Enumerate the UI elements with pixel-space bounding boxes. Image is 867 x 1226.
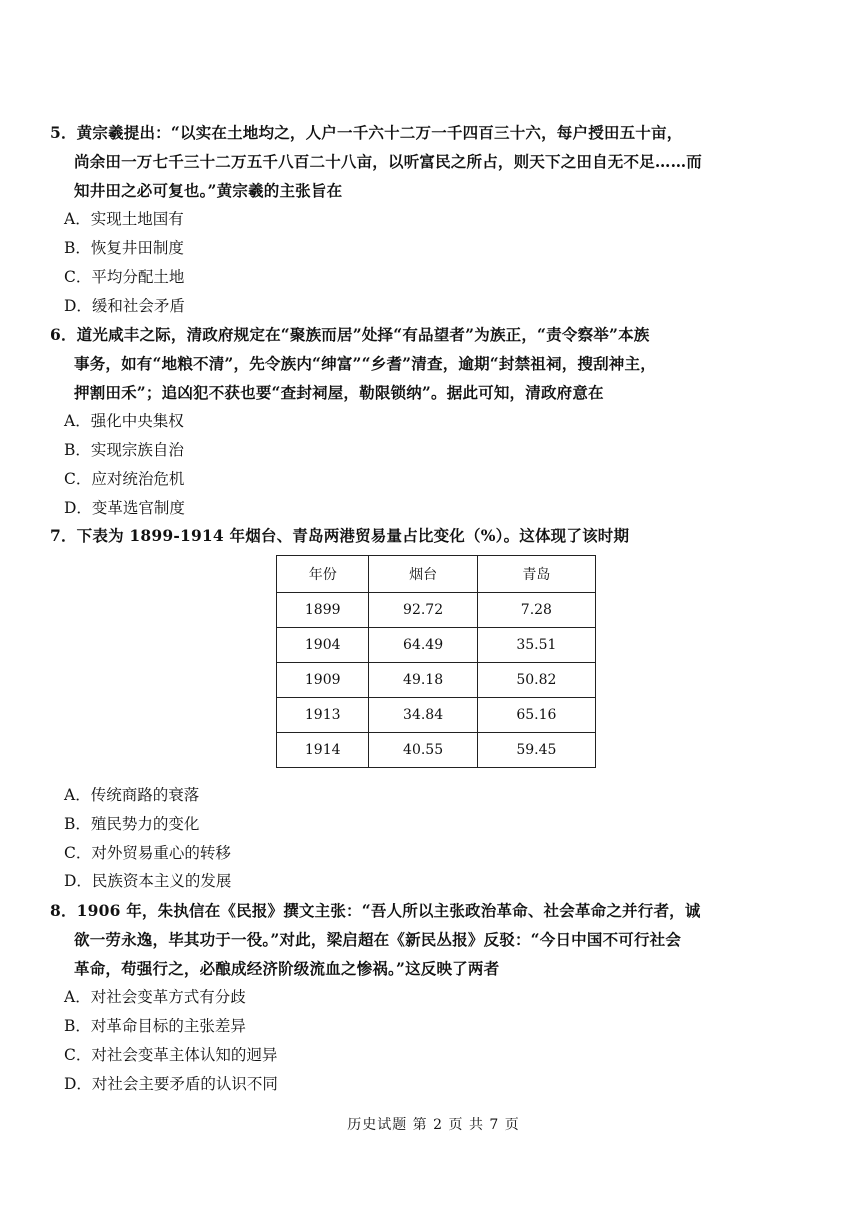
question-7-option-b[interactable]: B．殖民势力的变化 bbox=[64, 814, 200, 833]
table-header-qingdao: 青岛 bbox=[477, 556, 595, 593]
question-6-option-a[interactable]: A．强化中央集权 bbox=[64, 412, 184, 431]
page-footer: 历史试题 第 2 页 共 7 页 bbox=[347, 1117, 520, 1133]
question-6-option-b[interactable]: B．实现宗族自治 bbox=[64, 441, 184, 460]
table-cell-year: 1909 bbox=[277, 663, 369, 698]
question-5 bbox=[50, 119, 840, 321]
table-row bbox=[277, 628, 596, 663]
question-6-stem-line-3: 押割田禾”；追凶犯不获也要“查封祠屋，勒限锁纳”。据此可知，清政府意在 bbox=[74, 382, 604, 402]
table-cell-qingdao: 35.51 bbox=[477, 628, 595, 663]
table-cell-yantai: 49.18 bbox=[369, 663, 477, 698]
question-5-stem-line-1: 5．黄宗羲提出：“以实在土地均之，人户一千六十二万一千四百三十六，每户授田五十亩， bbox=[50, 123, 683, 142]
table-header-year: 年份 bbox=[277, 556, 369, 593]
question-5-stem-line-3: 知井田之必可复也。”黄宗羲的主张旨在 bbox=[74, 180, 343, 200]
table-cell-qingdao: 65.16 bbox=[477, 698, 595, 733]
table-cell-qingdao: 59.45 bbox=[477, 733, 595, 768]
question-8-stem-line-2: 欲一劳永逸，毕其功于一役。”对此，梁启超在《新民丛报》反驳：“今日中国不可行社会 bbox=[74, 929, 682, 949]
trade-share-table bbox=[276, 555, 596, 768]
question-8 bbox=[50, 897, 840, 1099]
table-row bbox=[277, 698, 596, 733]
question-5-option-a[interactable]: A．实现土地国有 bbox=[64, 210, 184, 229]
question-7-option-c[interactable]: C．对外贸易重心的转移 bbox=[64, 843, 231, 862]
question-8-option-a[interactable]: A．对社会变革方式有分歧 bbox=[64, 988, 246, 1007]
question-5-option-b[interactable]: B．恢复井田制度 bbox=[64, 239, 184, 258]
question-6-stem-line-2: 事务，如有“地粮不清”，先令族内“绅富”“乡耆”清查，逾期“封禁祖祠，搜刮神主， bbox=[74, 353, 656, 373]
table-cell-year: 1914 bbox=[277, 733, 369, 768]
table-row bbox=[277, 593, 596, 628]
question-5-option-c[interactable]: C．平均分配土地 bbox=[64, 267, 185, 286]
question-6-option-c[interactable]: C．应对统治危机 bbox=[64, 469, 185, 488]
question-8-stem-line-3: 革命，苟强行之，必酿成经济阶级流血之惨祸。”这反映了两者 bbox=[74, 958, 500, 978]
question-7-option-d[interactable]: D．民族资本主义的发展 bbox=[64, 872, 232, 891]
question-5-stem-line-2: 尚余田一万七千三十二万五千八百二十八亩，以听富民之所占，则天下之田自无不足……而 bbox=[74, 151, 703, 171]
question-6-stem-line-1: 6．道光咸丰之际，清政府规定在“聚族而居”处择“有品望者”为族正，“责令察举”本族 bbox=[50, 325, 650, 344]
table-cell-year: 1899 bbox=[277, 593, 369, 628]
table-header-row bbox=[277, 556, 596, 593]
question-8-option-b[interactable]: B．对革命目标的主张差异 bbox=[64, 1017, 246, 1036]
table-cell-year: 1913 bbox=[277, 698, 369, 733]
question-7 bbox=[50, 522, 840, 551]
table-cell-yantai: 40.55 bbox=[369, 733, 477, 768]
question-5-option-d[interactable]: D．缓和社会矛盾 bbox=[64, 296, 185, 315]
table-cell-qingdao: 50.82 bbox=[477, 663, 595, 698]
table-row bbox=[277, 663, 596, 698]
table-cell-year: 1904 bbox=[277, 628, 369, 663]
table-cell-yantai: 92.72 bbox=[369, 593, 477, 628]
question-6-option-d[interactable]: D．变革选官制度 bbox=[64, 498, 185, 517]
question-8-option-c[interactable]: C．对社会变革主体认知的迥异 bbox=[64, 1045, 278, 1064]
table-cell-yantai: 64.49 bbox=[369, 628, 477, 663]
table-row bbox=[277, 733, 596, 768]
question-8-option-d[interactable]: D．对社会主要矛盾的认识不同 bbox=[64, 1074, 278, 1093]
question-7-options bbox=[50, 781, 840, 896]
question-6 bbox=[50, 321, 840, 523]
question-7-option-a[interactable]: A．传统商路的衰落 bbox=[64, 786, 200, 804]
question-7-stem-line-1: 7．下表为 1899-1914 年烟台、青岛两港贸易量占比变化（%）。这体现了该时期 bbox=[50, 526, 630, 545]
table-cell-qingdao: 7.28 bbox=[477, 593, 595, 628]
table-cell-yantai: 34.84 bbox=[369, 698, 477, 733]
question-8-stem-line-1: 8．1906 年，朱执信在《民报》撰文主张：“吾人所以主张政治革命、社会革命之并行者，诚 bbox=[50, 901, 701, 920]
table-header-yantai: 烟台 bbox=[369, 556, 477, 593]
